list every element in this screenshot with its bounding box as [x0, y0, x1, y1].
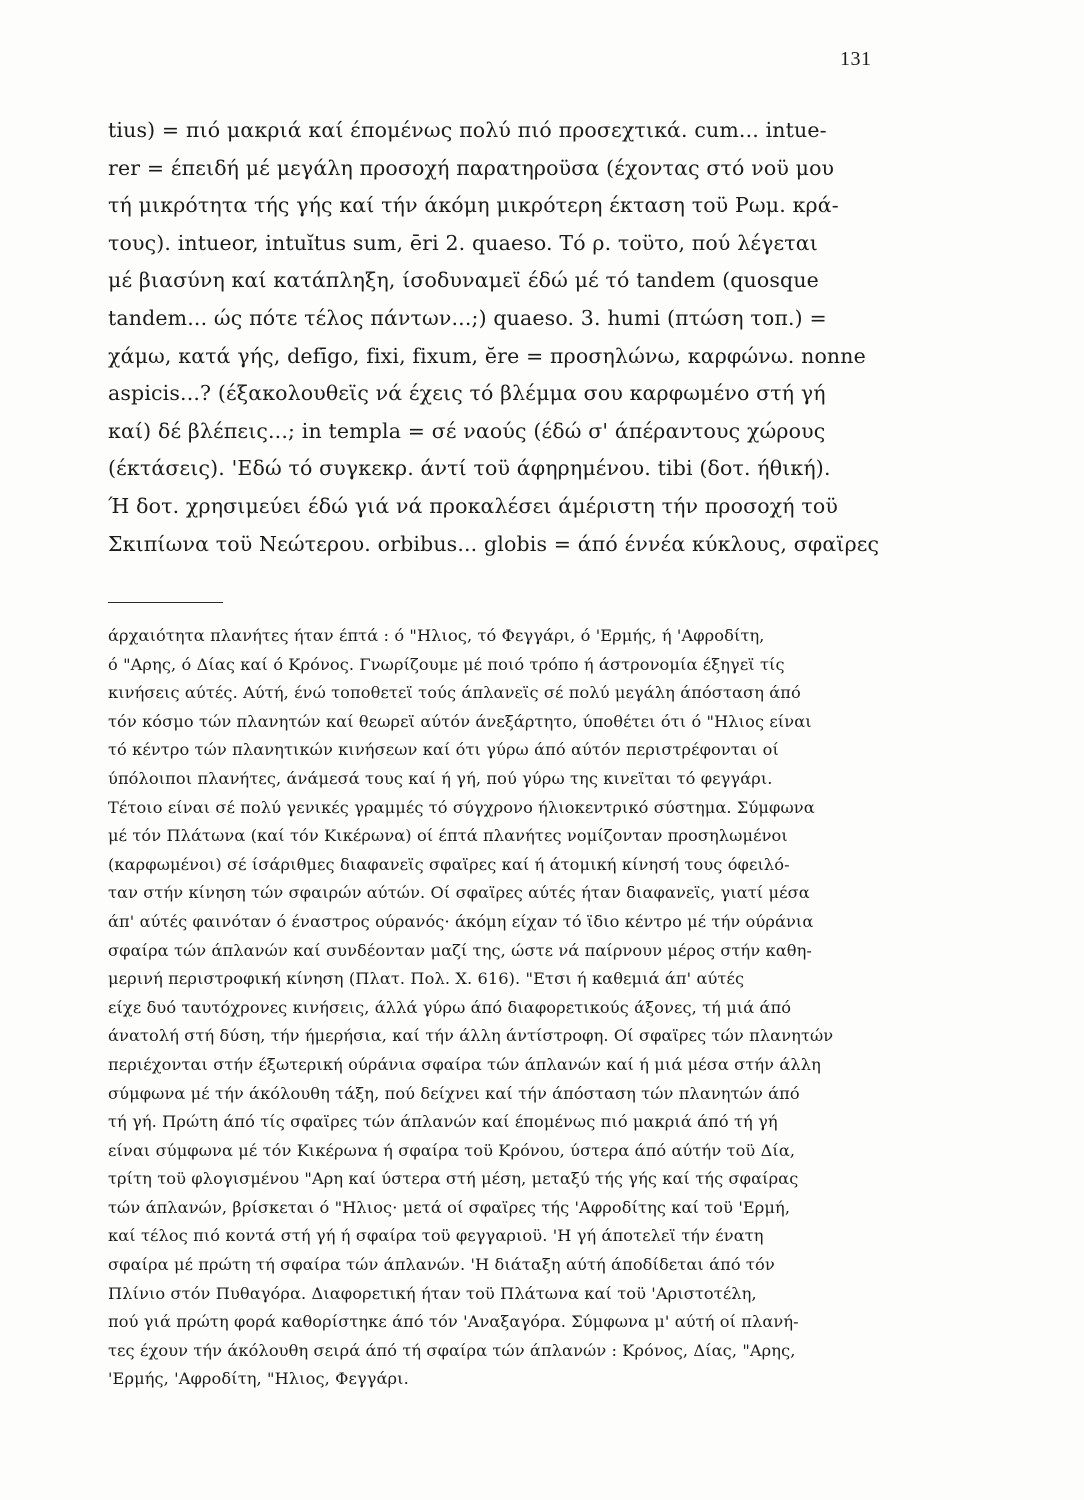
footnote-line: (καρφωμένοι) σέ ίσάριθμες διαφανεϊς σφαϊρες καί ή άτομική κίνησή τους όφειλό-: [108, 854, 790, 874]
footnote-line: Πλίνιο στόν Πυθαγόρα. Διαφορετική ήταν τοϋ Πλάτωνα καί τοϋ 'Αριστοτέλη,: [108, 1283, 757, 1303]
text-line: tius) = πιό μακριά καί έπομένως πολύ πιό προσεχτικά. cum... intue-: [108, 118, 827, 142]
footnote-line: άπ' αύτές φαινόταν ό έναστρος ούρανός· άκόμη είχαν τό ϊδιο κέντρο μέ τήν ούράνια: [108, 911, 814, 931]
text-line: τους). intueor, intuĭtus sum, ēri 2. quaeso. Τό ρ. τοϋτο, πού λέγεται: [108, 230, 818, 255]
text-line: rer = έπειδή μέ μεγάλη προσοχή παρατηροϋσα (έχοντας στό νοϋ μου: [108, 155, 835, 180]
footnote-line: πού γιά πρώτη φορά καθορίστηκε άπό τόν 'Αναξαγόρα. Σύμφωνα μ' αύτή οί πλανή-: [108, 1312, 799, 1332]
footnote-line: περιέχονται στήν έξωτερική ούράνια σφαίρα τών άπλανών καί ή μιά μέσα στήν άλλη: [108, 1054, 821, 1074]
footnote-line: είχε δυό ταυτόχρονες κινήσεις, άλλά γύρω άπό διαφορετικούς άξονες, τή μιά άπό: [108, 997, 792, 1017]
text-line: χάμω, κατά γής, defīgo, fixi, fixum, ĕre = προσηλώνω, καρφώνω. nonne: [108, 343, 866, 368]
footnote-line: τή γή. Πρώτη άπό τίς σφαϊρες τών άπλανών καί έπομένως πιό μακριά άπό τή γή: [108, 1112, 778, 1132]
footnote-line: άρχαιότητα πλανήτες ήταν έπτά : ό "Ηλιος, τό Φεγγάρι, ό 'Ερμής, ή 'Αφροδίτη,: [108, 626, 765, 645]
footnote-line: άνατολή στή δύση, τήν ήμερήσια, καί τήν άλλη άντίστροφη. Οί σφαϊρες τών πλανητών: [108, 1026, 834, 1046]
text-line: aspicis...? (έξακολουθεϊς νά έχεις τό βλέμμα σου καρφωμένο στή γή: [108, 381, 826, 406]
footnote-line: κινήσεις αύτές. Αύτή, ένώ τοποθετεϊ τούς άπλανεϊς σέ πολύ μεγάλη άπόσταση άπό: [108, 683, 801, 703]
text-line: Σκιπίωνα τοϋ Νεώτερου. orbibus... globis = άπό έννέα κύκλους, σφαϊρες: [108, 531, 880, 556]
footnote-line: 'Ερμής, 'Αφροδίτη, "Ηλιος, Φεγγάρι.: [108, 1369, 409, 1389]
footnote-line: τό κέντρο τών πλανητικών κινήσεων καί ότι γύρω άπό αύτόν περιστρέφονται οί: [108, 740, 779, 760]
text-line: καί) δέ βλέπεις...; in templa = σέ ναούς (έδώ σ' άπέραντους χώρους: [108, 418, 826, 443]
footnote-block: [108, 622, 898, 1394]
footnote-divider: [108, 602, 223, 603]
text-line: Ή δοτ. χρησιμεύει έδώ γιά νά προκαλέσει άμέριστη τήν προσοχή τοϋ: [108, 493, 838, 518]
text-line: (έκτάσεις). 'Εδώ τό συγκεκρ. άντί τοϋ άφηρημένου. tibi (δοτ. ήθική).: [108, 456, 831, 481]
footnote-line: σφαίρα μέ πρώτη τή σφαίρα τών άπλανών. 'Η διάταξη αύτή άποδίδεται άπό τόν: [108, 1255, 775, 1275]
footnote-line: ταν στήν κίνηση τών σφαιρών αύτών. Οί σφαϊρες αύτές ήταν διαφανεϊς, γιατί μέσα: [108, 883, 810, 903]
footnote-line: σφαίρα τών άπλανών καί συνδέονταν μαζί της, ώστε νά παίρνουν μέρος στήν καθη-: [108, 940, 813, 960]
footnote-line: ύπόλοιποι πλανήτες, άνάμεσά τους καί ή γή, πού γύρω της κινεϊται τό φεγγάρι.: [108, 768, 773, 788]
footnote-line: τόν κόσμο τών πλανητών καί θεωρεϊ αύτόν άνεξάρτητο, ύποθέτει ότι ό "Ηλιος είναι: [108, 711, 812, 731]
text-line: μέ βιασύνη καί κατάπληξη, ίσοδυναμεϊ έδώ μέ τό tandem (quosque: [108, 268, 819, 293]
page-number: 131: [840, 48, 872, 70]
footnote-line: καί τέλος πιό κοντά στή γή ή σφαίρα τοϋ φεγγαριοϋ. 'Η γή άποτελεϊ τήν ένατη: [108, 1226, 764, 1246]
text-line: τή μικρότητα τής γής καί τήν άκόμη μικρότερη έκταση τοϋ Ρωμ. κρά-: [108, 193, 839, 218]
footnote-line: σύμφωνα μέ τήν άκόλουθη τάξη, πού δείχνει καί τήν άπόσταση τών πλανητών άπό: [108, 1083, 800, 1103]
footnote-line: Τέτοιο είναι σέ πολύ γενικές γραμμές τό σύγχρονο ήλιοκεντρικό σύστημα. Σύμφωνα: [108, 797, 815, 817]
main-text-block: [108, 112, 908, 563]
footnote-line: τρίτη τοϋ φλογισμένου "Αρη καί ύστερα στή μέση, μεταξύ τής γής καί τής σφαίρας: [108, 1169, 799, 1189]
text-line: tandem... ώς πότε τέλος πάντων...;) quaeso. 3. humi (πτώση τοπ.) =: [108, 305, 827, 330]
footnote-line: τες έχουν τήν άκόλουθη σειρά άπό τή σφαίρα τών άπλανών : Κρόνος, Δίας, "Αρης,: [108, 1340, 796, 1360]
footnote-line: μερινή περιστροφική κίνηση (Πλατ. Πολ. Χ. 616). "Ετσι ή καθεμιά άπ' αύτές: [108, 969, 745, 989]
footnote-line: είναι σύμφωνα μέ τόν Κικέρωνα ή σφαίρα τοϋ Κρόνου, ύστερα άπό αύτήν τοϋ Δία,: [108, 1140, 796, 1160]
footnote-line: μέ τόν Πλάτωνα (καί τόν Κικέρωνα) οί έπτά πλανήτες νομίζονταν προσηλωμένοι: [108, 826, 788, 846]
footnote-line: τών άπλανών, βρίσκεται ό "Ηλιος· μετά οί σφαϊρες τής 'Αφροδίτης καί τοϋ 'Ερμή,: [108, 1197, 791, 1217]
footnote-line: ό "Αρης, ό Δίας καί ό Κρόνος. Γνωρίζουμε μέ ποιό τρόπο ή άστρονομία έξηγεϊ τίς: [108, 654, 785, 674]
